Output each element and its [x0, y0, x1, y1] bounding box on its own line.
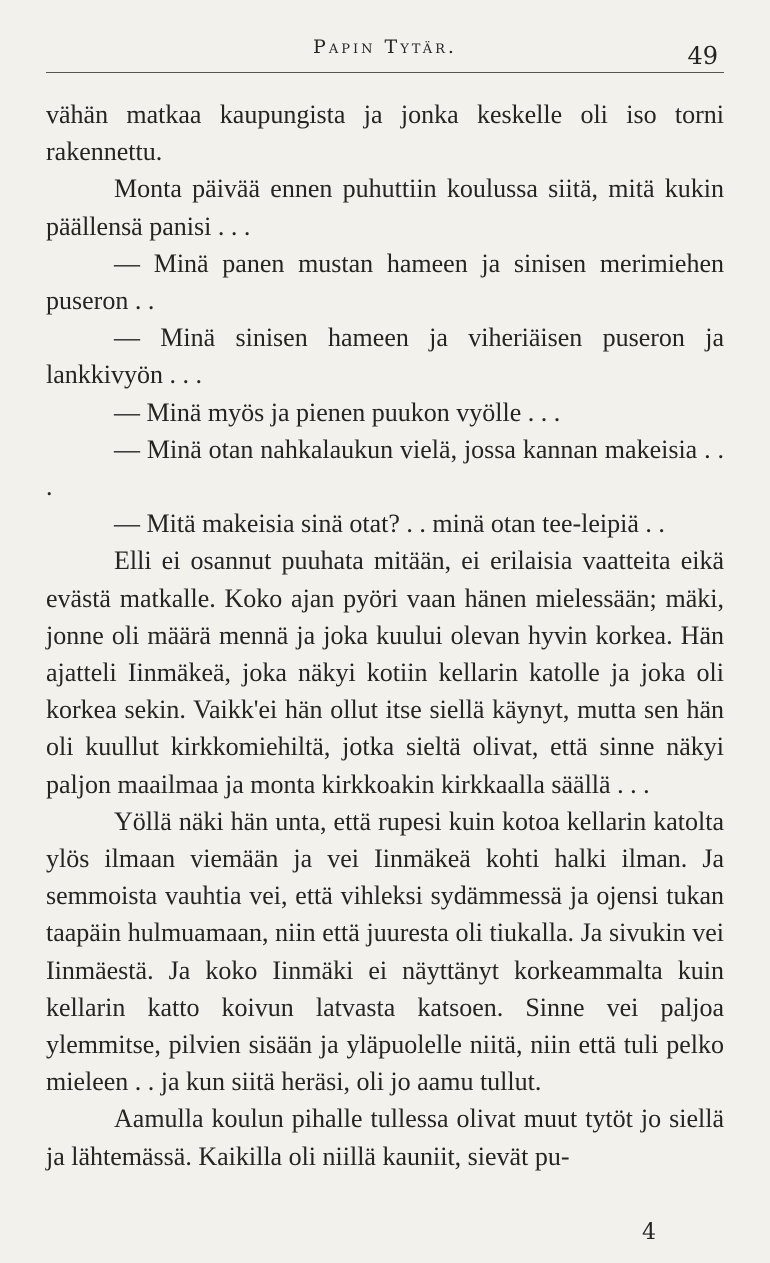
- dialogue-line: — Minä panen mustan hameen ja sinisen merimiehen puseron . .: [46, 248, 724, 316]
- paragraph: Monta päivää ennen puhuttiin koulussa siitä, mitä kukin päällensä panisi . . .: [46, 174, 724, 241]
- dialogue-line: — Minä myös ja pienen puukon vyölle . . .: [114, 397, 561, 427]
- signature-mark: 4: [642, 1220, 656, 1245]
- paragraph: Elli ei osannut puuhata mitään, ei erilaisia vaatteita eikä evästä matkalle. Koko ajan pyöri vaan hänen mielessään; mäki, jonne oli määrä mennä ja joka kuului olevan hyvin korkea. Hän ajatteli Iinmäkeä, joka näkyi kotiin kellarin katolle ja joka oli korkea sekin. Vaikk'ei hän ollut itse siellä käynyt, mutta sen hän oli kuullut kirkkomiehiltä, jotka sieltä olivat, että sinne näkyi paljon maailmaa ja monta kirkkoakin kirkkaalla säällä . . .: [46, 546, 724, 799]
- paragraph: Yöllä näki hän unta, että rupesi kuin kotoa kellarin katolta ylös ilmaan viemään ja vei Iinmäkeä kohti halki ilman. Ja semmoista vauhtia vei, että vihleksi sydämmessä ja ojensi tukan taapäin hulmuamaan, niin että juuresta oli tiukalla. Ja sivukin vei Iinmäestä. Ja koko Iinmäki ei näyttänyt korkeammalta kuin kellarin katto koivun latvasta katsoen. Sinne vei paljoa ylemmitse, pilvien sisään ja yläpuolelle niitä, niin että tuli pelko mieleen . . ja kun siitä heräsi, oli jo aamu tullut.: [46, 806, 724, 1097]
- dialogue-line: — Mitä makeisia sinä otat? . . minä otan tee-leipiä . .: [114, 509, 665, 539]
- running-title: Papin Tytär.: [313, 36, 457, 58]
- body-text: [46, 96, 724, 1175]
- paragraph: vähän matkaa kaupungista ja jonka keskelle oli iso torni rakennettu.: [46, 100, 724, 167]
- header-rule: [46, 72, 724, 73]
- page-number: 49: [687, 42, 718, 70]
- paragraph: Aamulla koulun pihalle tullessa olivat muut tytöt jo siellä ja lähtemässä. Kaikilla oli niillä kauniit, sievät pu-: [46, 1104, 724, 1171]
- dialogue-line: — Minä otan nahkalaukun vielä, jossa kannan makeisia . . .: [46, 434, 724, 502]
- dialogue-line: — Minä sinisen hameen ja viheriäisen puseron ja lankkivyön . . .: [46, 323, 724, 390]
